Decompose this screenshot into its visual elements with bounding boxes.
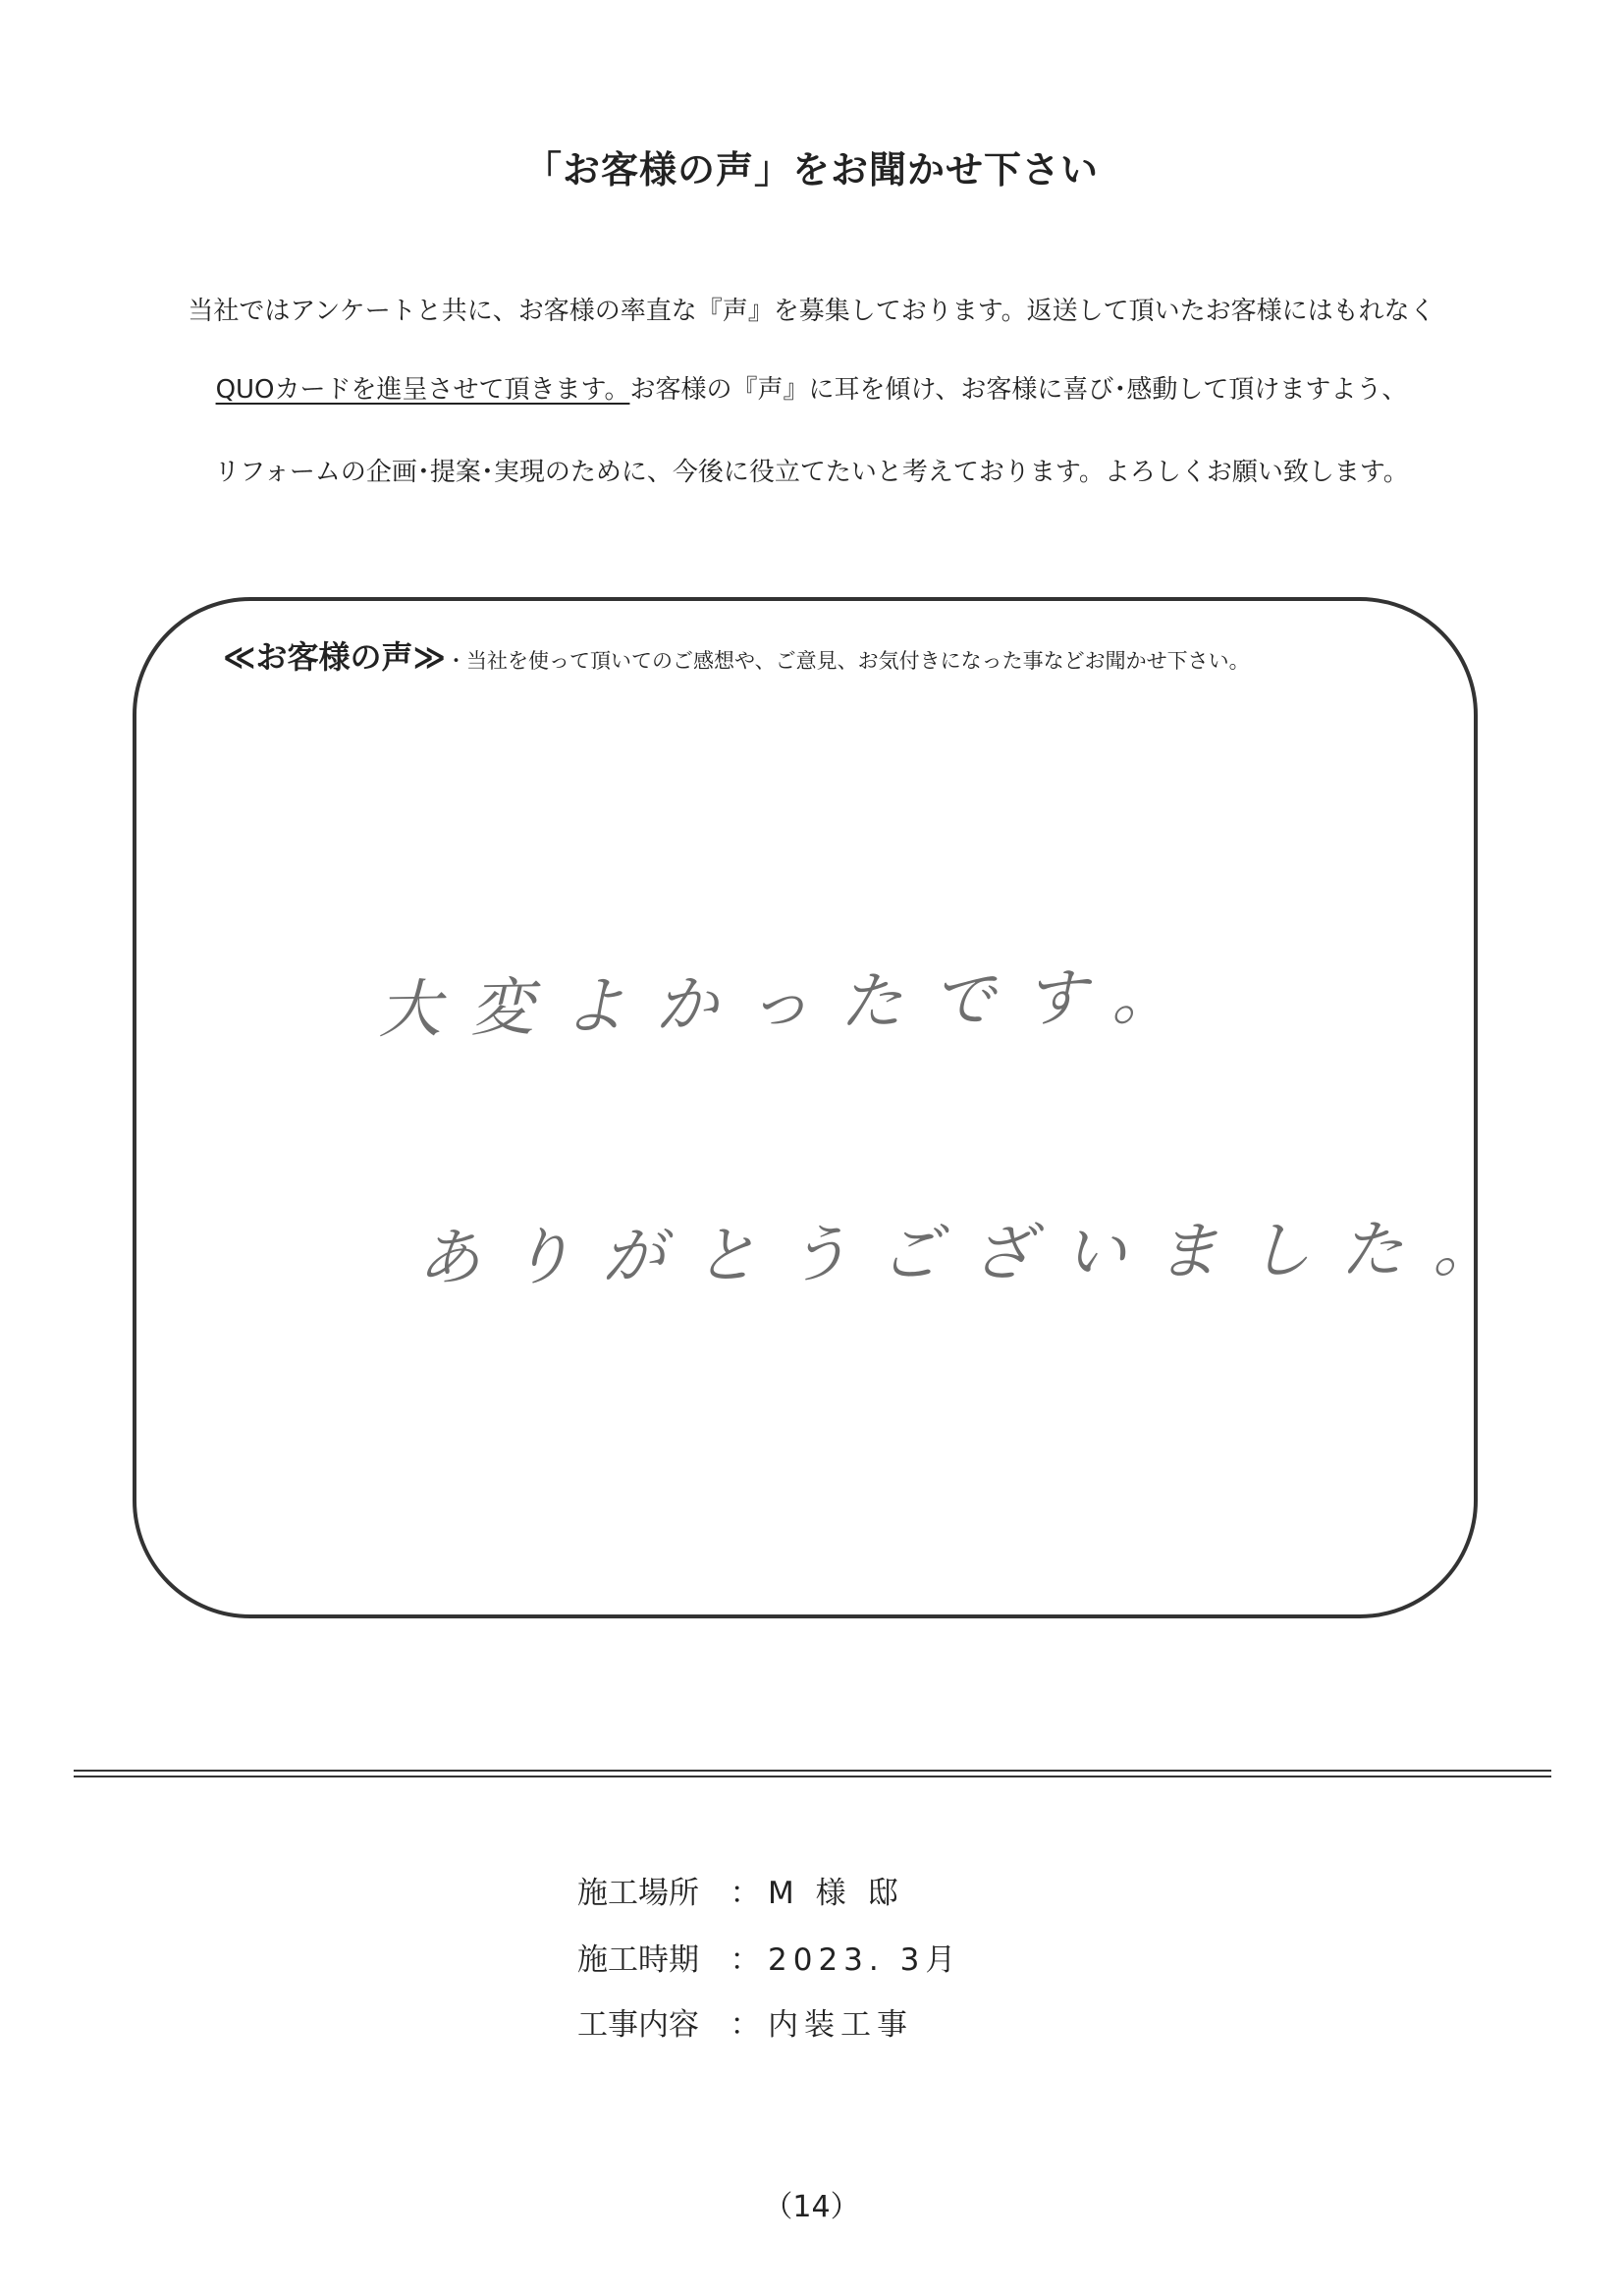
- period-value: 2023. 3月: [768, 1942, 962, 1978]
- intro-line-1: 当社ではアンケートと共に、お客様の率直な『声』を募集しております。返送して頂いたお客様にはもれなく: [188, 297, 1435, 326]
- work-separator: ：: [730, 2007, 761, 2043]
- location-value: M 様 邸: [768, 1876, 904, 1911]
- intro-line-3: リフォームの企画･提案･実現のために、今後に役立てたいと考えております。よろしくお願い致します。: [214, 458, 1409, 487]
- period-label: 施工時期: [577, 1942, 699, 1978]
- intro-line-2: [0, 369, 1623, 406]
- info-row-period: [577, 1935, 961, 1979]
- location-label: 施工場所: [577, 1876, 699, 1911]
- page-title: 「お客様の声」をお聞かせ下さい: [523, 148, 1099, 191]
- handwritten-comment-line-2: ありがとうございました。: [416, 1213, 1526, 1295]
- location-separator: ：: [730, 1876, 761, 1911]
- voice-prompt: ・当社を使って頂いてのご感想や、ご意見、お気付きになった事などお聞かせ下さい。: [446, 649, 1250, 673]
- double-divider: [74, 1770, 1551, 1777]
- info-row-work: [577, 1999, 913, 2044]
- customer-voice-box: [133, 597, 1478, 1618]
- info-row-location: [577, 1868, 903, 1912]
- handwritten-comment-line-1: 大変よかったです。: [377, 959, 1205, 1048]
- period-separator: ：: [730, 1942, 761, 1978]
- work-value: 内装工事: [768, 2007, 913, 2043]
- voice-header: [223, 632, 1250, 678]
- intro-line-2-rest: お客様の『声』に耳を傾け、お客様に喜び･感動して頂けますよう、: [629, 375, 1408, 405]
- quo-card-notice: QUOカードを進呈させて頂きます。: [215, 375, 630, 405]
- voice-label: ≪お客様の声≫: [223, 638, 447, 676]
- page-number: （14）: [763, 2190, 860, 2224]
- work-label: 工事内容: [577, 2007, 699, 2043]
